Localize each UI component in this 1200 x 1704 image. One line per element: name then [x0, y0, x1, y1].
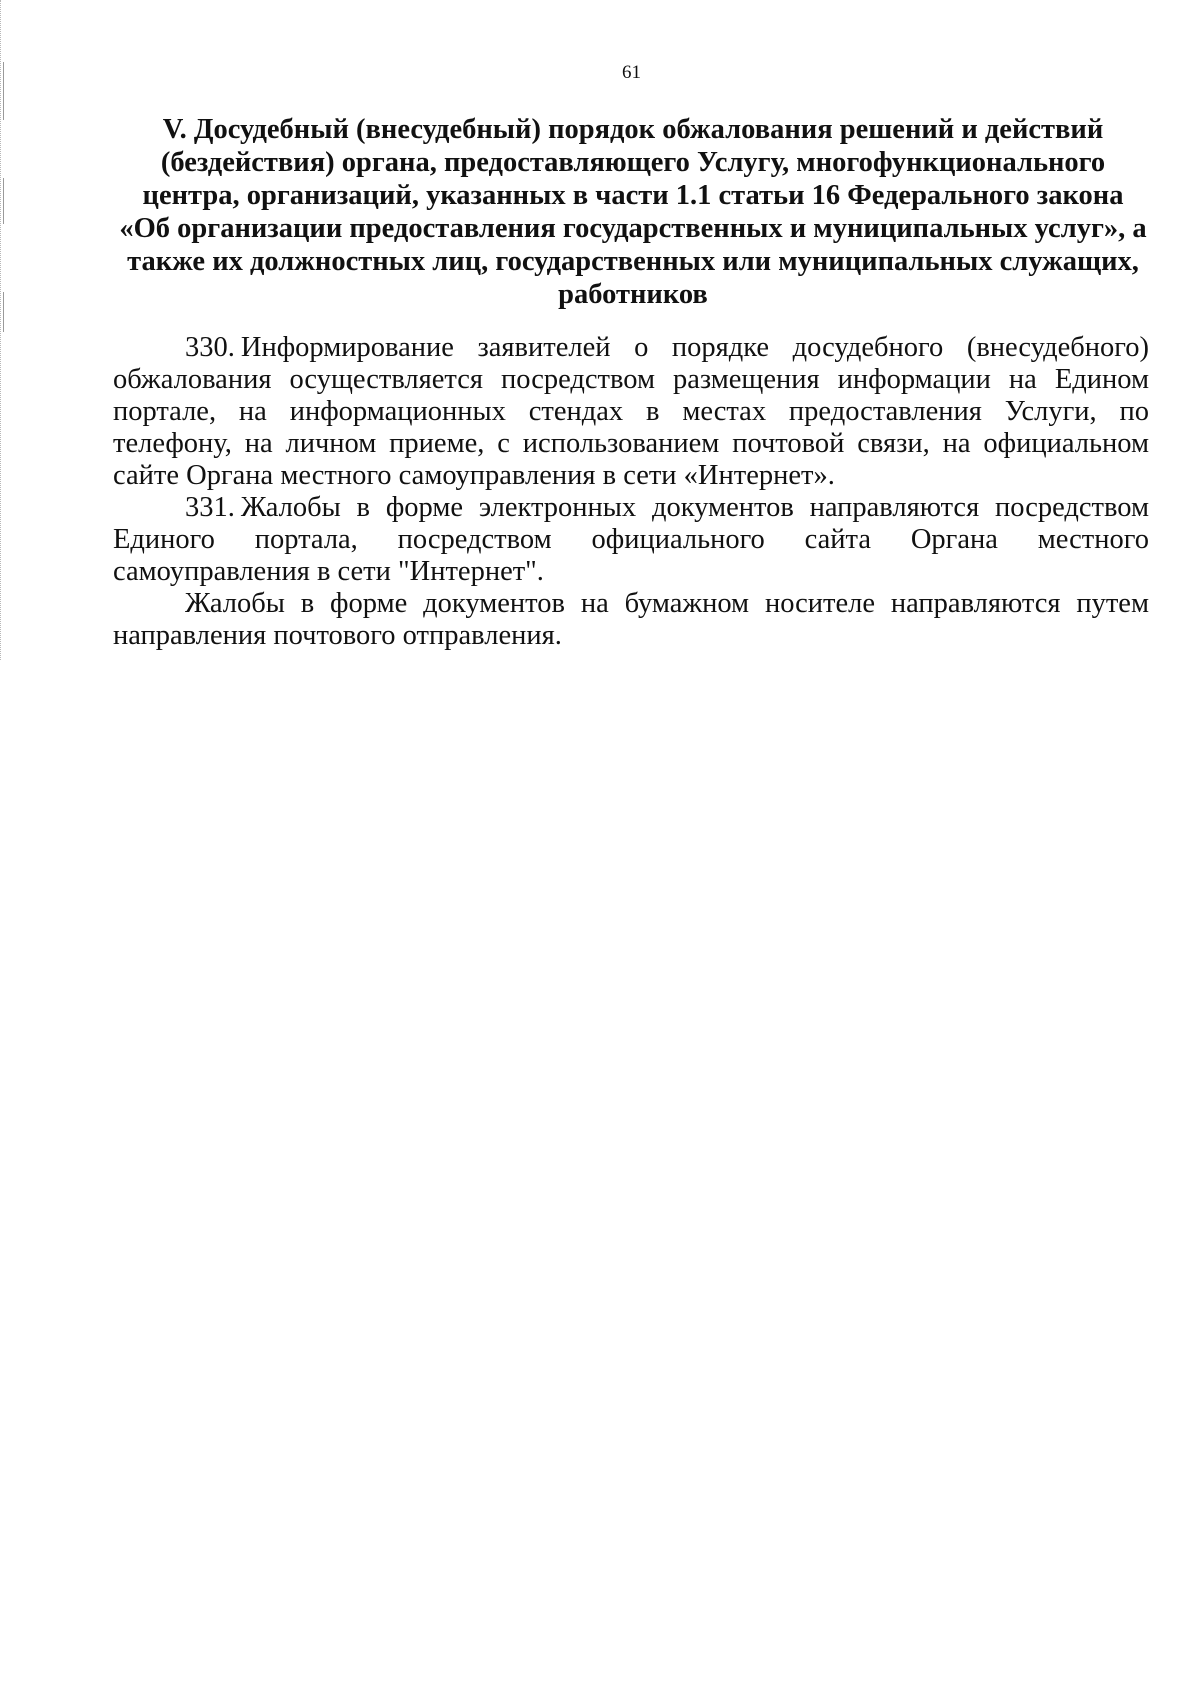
section-heading: V. Досудебный (внесудебный) порядок обжалования решений и действий (бездействия) органа, предоставляющего Услугу, многофункционального центра, организаций, указанных в части 1.1 статьи 16 Федерального закона «Об организации предоставления государственных и муниципальных услуг», а также их должностных лиц, государственных или муниципальных служащих, работников	[119, 114, 1147, 310]
paragraph-331	[113, 492, 1149, 588]
paragraph-number: 330.	[185, 332, 235, 363]
scan-mark	[3, 292, 4, 332]
document-body	[113, 332, 1149, 652]
paragraph-paper-complaints	[113, 588, 1149, 652]
page-number: 61	[622, 62, 641, 83]
paragraph-number: 331.	[185, 492, 235, 523]
paragraph-text: Жалобы в форме документов на бумажном носителе направляются путем направления почтового отправления.	[113, 588, 1149, 651]
paragraph-330	[113, 332, 1149, 492]
paragraph-text: Информирование заявителей о порядке досудебного (внесудебного) обжалования осуществляется посредством размещения информации на Едином портале, на информационных стендах в местах предоставления Услуги, по телефону, на личном приеме, с использованием почтовой связи, на официальном сайте Органа местного самоуправления в сети «Интернет».	[113, 332, 1149, 491]
scan-mark	[3, 178, 4, 224]
paragraph-text: Жалобы в форме электронных документов направляются посредством Единого портала, посредством официального сайта Органа местного самоуправления в сети "Интернет".	[113, 492, 1149, 587]
